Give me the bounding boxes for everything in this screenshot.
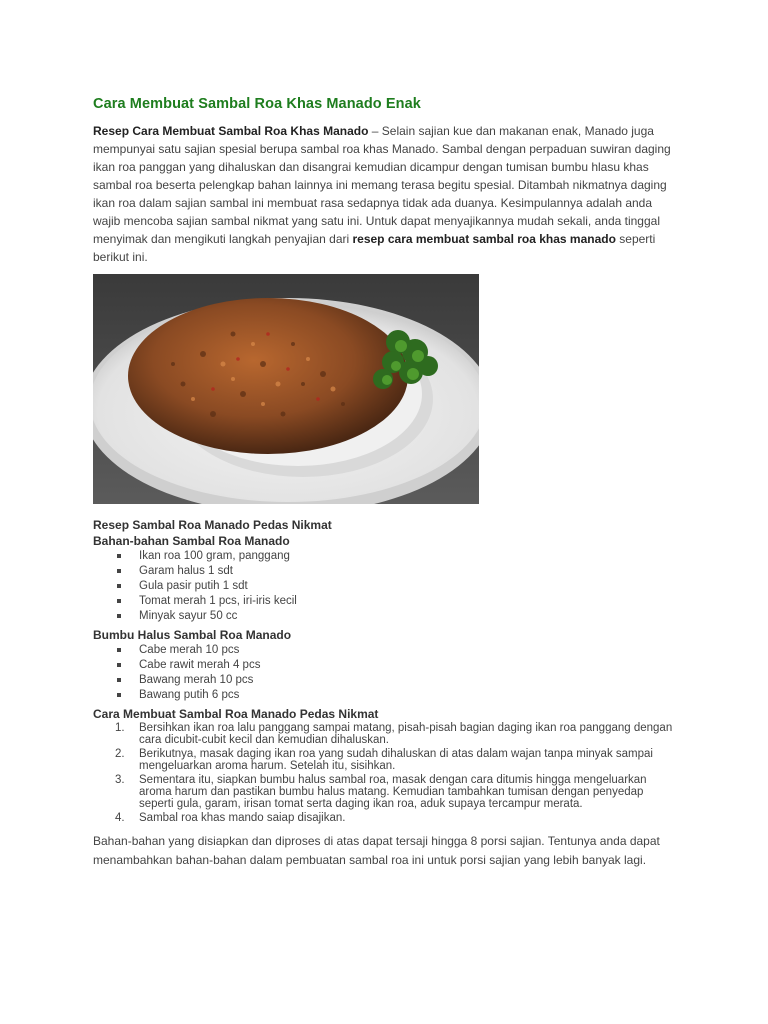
intro-tail-bold: resep cara membuat sambal roa khas manado bbox=[352, 232, 616, 246]
ingredients-list bbox=[93, 549, 673, 624]
list-item: Bawang merah 10 pcs bbox=[117, 673, 673, 688]
intro-body: – Selain sajian kue dan makanan enak, Manado juga mempunyai satu sajian spesial berupa sambal roa khas Manado. Sambal dengan perpaduan suwiran daging ikan roa panggan yang dihaluskan dan disangrai kemudian dicampur dengan tumisan bumbu hlasu khas sambal roa beserta pelengkap bahan lainnya ini memang terasa begitu spesial. Ditambah nikmatnya daging ikan roa dalam sajian sambal ini membuat rasa sedapnya tidak ada duanya. Kesimpulannya adalah anda wajib mencoba sajian sambal nikmat yang satu ini. Untuk dapat menyajikannya mudah sekali, anda tinggal menyimak dan mengikuti langkah penyajian dari bbox=[93, 124, 671, 246]
list-item: Tomat merah 1 pcs, iri-iris kecil bbox=[117, 594, 673, 609]
list-item: Cabe rawit merah 4 pcs bbox=[117, 658, 673, 673]
spices-list bbox=[93, 643, 673, 703]
step-item bbox=[117, 748, 673, 772]
article bbox=[93, 96, 673, 870]
intro-lead: Resep Cara Membuat Sambal Roa Khas Manado bbox=[93, 124, 369, 138]
recipe-heading: Resep Sambal Roa Manado Pedas Nikmat bbox=[93, 518, 332, 532]
step-number: 2. bbox=[115, 748, 125, 760]
step-text: Berikutnya, masak daging ikan roa yang sudah dihaluskan di atas dalam wajan tanpa minyak sampai mengeluarkan aroma harum. Setelah itu, sisihkan. bbox=[139, 748, 653, 772]
step-text: Sambal roa khas mando saiap disajikan. bbox=[139, 812, 346, 824]
step-item bbox=[117, 812, 673, 824]
step-text: Sementara itu, siapkan bumbu halus sambal roa, masak dengan cara ditumis hingga mengeluarkan aroma harum dan pastikan bumbu halus matang. Kemudian tambahkan tumisan dengan penyedap seperti gula, garam, irisan tomat serta daging ikan roa, aduk supaya tercampur merata. bbox=[139, 774, 647, 810]
list-item: Cabe merah 10 pcs bbox=[117, 643, 673, 658]
step-number: 1. bbox=[115, 722, 125, 734]
intro-tail: seperti berikut ini. bbox=[93, 232, 656, 264]
ingredients-heading: Bahan-bahan Sambal Roa Manado bbox=[93, 534, 290, 548]
step-item bbox=[117, 774, 673, 810]
list-item: Garam halus 1 sdt bbox=[117, 564, 673, 579]
list-item: Ikan roa 100 gram, panggang bbox=[117, 549, 673, 564]
intro-paragraph bbox=[93, 122, 673, 266]
spice-heading: Bumbu Halus Sambal Roa Manado bbox=[93, 628, 292, 642]
step-text: Bersihkan ikan roa lalu panggang sampai matang, pisah-pisah bagian daging ikan roa panggang dengan cara dicubit-cubit kecil dan kemudian dihaluskan. bbox=[139, 722, 673, 746]
list-item: Minyak sayur 50 cc bbox=[117, 609, 673, 624]
steps-heading: Cara Membuat Sambal Roa Manado Pedas Nikmat bbox=[93, 707, 379, 721]
page-title: Cara Membuat Sambal Roa Khas Manado Enak bbox=[93, 96, 421, 112]
list-item: Gula pasir putih 1 sdt bbox=[117, 579, 673, 594]
sambal-roa-photo bbox=[93, 274, 479, 504]
list-item: Bawang putih 6 pcs bbox=[117, 688, 673, 703]
step-number: 3. bbox=[115, 774, 125, 786]
step-item bbox=[117, 722, 673, 746]
outro-paragraph: Bahan-bahan yang disiapkan dan diproses di atas dapat tersaji hingga 8 porsi sajian. Tentunya anda dapat menambahkan bahan-bahan dalam pembuatan sambal roa ini untuk porsi sajian yang lebih banyak lagi. bbox=[93, 834, 660, 867]
steps-list bbox=[93, 722, 673, 824]
step-number: 4. bbox=[115, 812, 125, 824]
